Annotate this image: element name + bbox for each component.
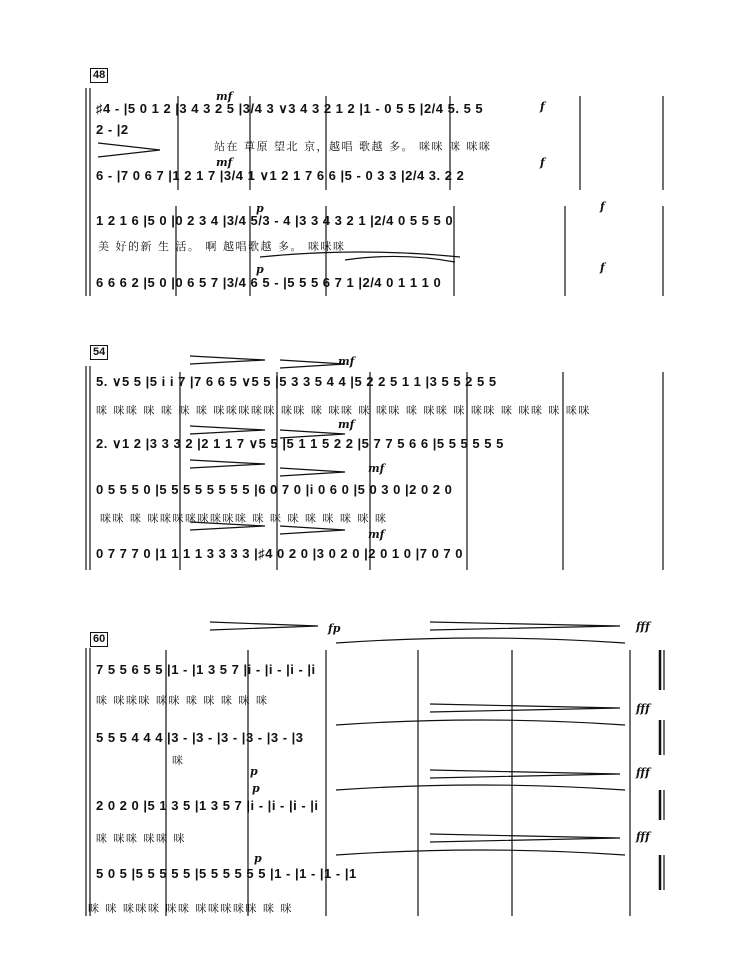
dynamic-marking: p bbox=[250, 765, 258, 778]
dynamic-marking: fff bbox=[636, 620, 650, 633]
staff-notes: ♯4 - |5 0 1 2 |3 4 3 2 5 |3/4 3 ∨3 4 3 2 1 2 |1 - 0 5 5 |2/4 5. 5 5 bbox=[96, 101, 484, 116]
staff-notes: 5. ∨5 5 |5 i i 7 |7 6 6 5 ∨5 5 |5 3 3 5 4 4 |5 2 2 5 1 1 |3 5 5 2 5 5 bbox=[96, 374, 497, 389]
lyrics-line: 咪咪 咪 咪咪咪咪咪咪咪咪 咪 咪 咪 咪 咪 咪 咪 咪 bbox=[100, 512, 388, 525]
staff-notes: 2 0 2 0 |5 1 3 5 |1 3 5 7 |i - |i - |i - |i bbox=[96, 798, 319, 813]
dynamic-marking: mf bbox=[216, 156, 233, 169]
dynamic-marking: mf bbox=[368, 462, 385, 475]
staff-notes: 0 7 7 7 0 |1 1 1 1 3 3 3 3 |♯4 0 2 0 |3 0 2 0 |2 0 1 0 |7 0 7 0 bbox=[96, 546, 463, 561]
dynamic-marking: p bbox=[254, 852, 262, 865]
dynamic-marking: mf bbox=[338, 418, 355, 431]
dynamic-marking: mf bbox=[216, 90, 233, 103]
dynamic-marking: f bbox=[600, 200, 605, 213]
staff-notes: 7 5 5 6 5 5 |1 - |1 3 5 7 |i - |i - |i - |i bbox=[96, 662, 316, 677]
lyrics-line: 站在 草原 望北 京，越唱 歌越 多。 咪咪 咪 咪咪 bbox=[214, 140, 492, 153]
measure-number: 60 bbox=[90, 632, 108, 647]
lyrics-line: 美 好的新 生 活。 啊 越唱歌越 多。 咪咪咪 bbox=[98, 240, 346, 253]
lyrics-line: 咪 咪咪 咪咪 咪 bbox=[96, 832, 186, 845]
measure-number: 48 bbox=[90, 68, 108, 83]
dynamic-marking: mf bbox=[338, 355, 355, 368]
lyrics-line: 咪 bbox=[172, 754, 185, 767]
dynamic-marking: fff bbox=[636, 830, 650, 843]
staff-notes: 2 - |2 bbox=[96, 122, 129, 137]
dynamic-marking: p bbox=[256, 263, 264, 276]
measure-number: 54 bbox=[90, 345, 108, 360]
dynamic-marking: fff bbox=[636, 766, 650, 779]
dynamic-marking: fp bbox=[328, 622, 341, 635]
dynamic-marking: p bbox=[252, 782, 260, 795]
dynamic-marking: f bbox=[540, 100, 545, 113]
lyrics-line: 咪 咪咪 咪 咪 咪 咪 咪咪咪咪咪 咪咪 咪 咪咪 咪 咪咪 咪 咪咪 咪 咪咪 咪 咪咪 咪 咪咪 bbox=[96, 404, 591, 417]
dynamic-marking: f bbox=[540, 156, 545, 169]
staff-notes: 6 6 6 2 |5 0 |0 6 5 7 |3/4 6 5 - |5 5 5 6 7 1 |2/4 0 1 1 1 0 bbox=[96, 275, 442, 290]
dynamic-marking: p bbox=[256, 202, 264, 215]
staff-notes: 5 0 5 |5 5 5 5 5 |5 5 5 5 5 5 |1 - |1 - |1 - |1 bbox=[96, 866, 357, 881]
staff-notes: 6 - |7 0 6 7 |1 2 1 7 |3/4 1 ∨1 2 1 7 6 6 |5 - 0 3 3 |2/4 3. 2 2 bbox=[96, 168, 465, 183]
dynamic-marking: fff bbox=[636, 702, 650, 715]
lyrics-line: 咪 咪 咪咪咪 咪咪 咪咪咪咪咪 咪 咪 bbox=[88, 902, 293, 915]
staff-notes: 2. ∨1 2 |3 3 3 2 |2 1 1 7 ∨5 5 |5 1 1 5 2 2 |5 7 7 5 6 6 |5 5 5 5 5 5 bbox=[96, 436, 504, 451]
dynamic-marking: mf bbox=[368, 528, 385, 541]
dynamic-marking: f bbox=[600, 261, 605, 274]
staff-notes: 0 5 5 5 0 |5 5 5 5 5 5 5 5 |6 0 7 0 |i 0 6 0 |5 0 3 0 |2 0 2 0 bbox=[96, 482, 453, 497]
lyrics-line: 咪 咪咪咪 咪咪 咪 咪 咪 咪 咪 bbox=[96, 694, 269, 707]
staff-notes: 5 5 5 4 4 4 |3 - |3 - |3 - |3 - |3 - |3 bbox=[96, 730, 304, 745]
staff-notes: 1 2 1 6 |5 0 |0 2 3 4 |3/4 5/3 - 4 |3 3 4 3 2 1 |2/4 0 5 5 5 0 bbox=[96, 213, 454, 228]
